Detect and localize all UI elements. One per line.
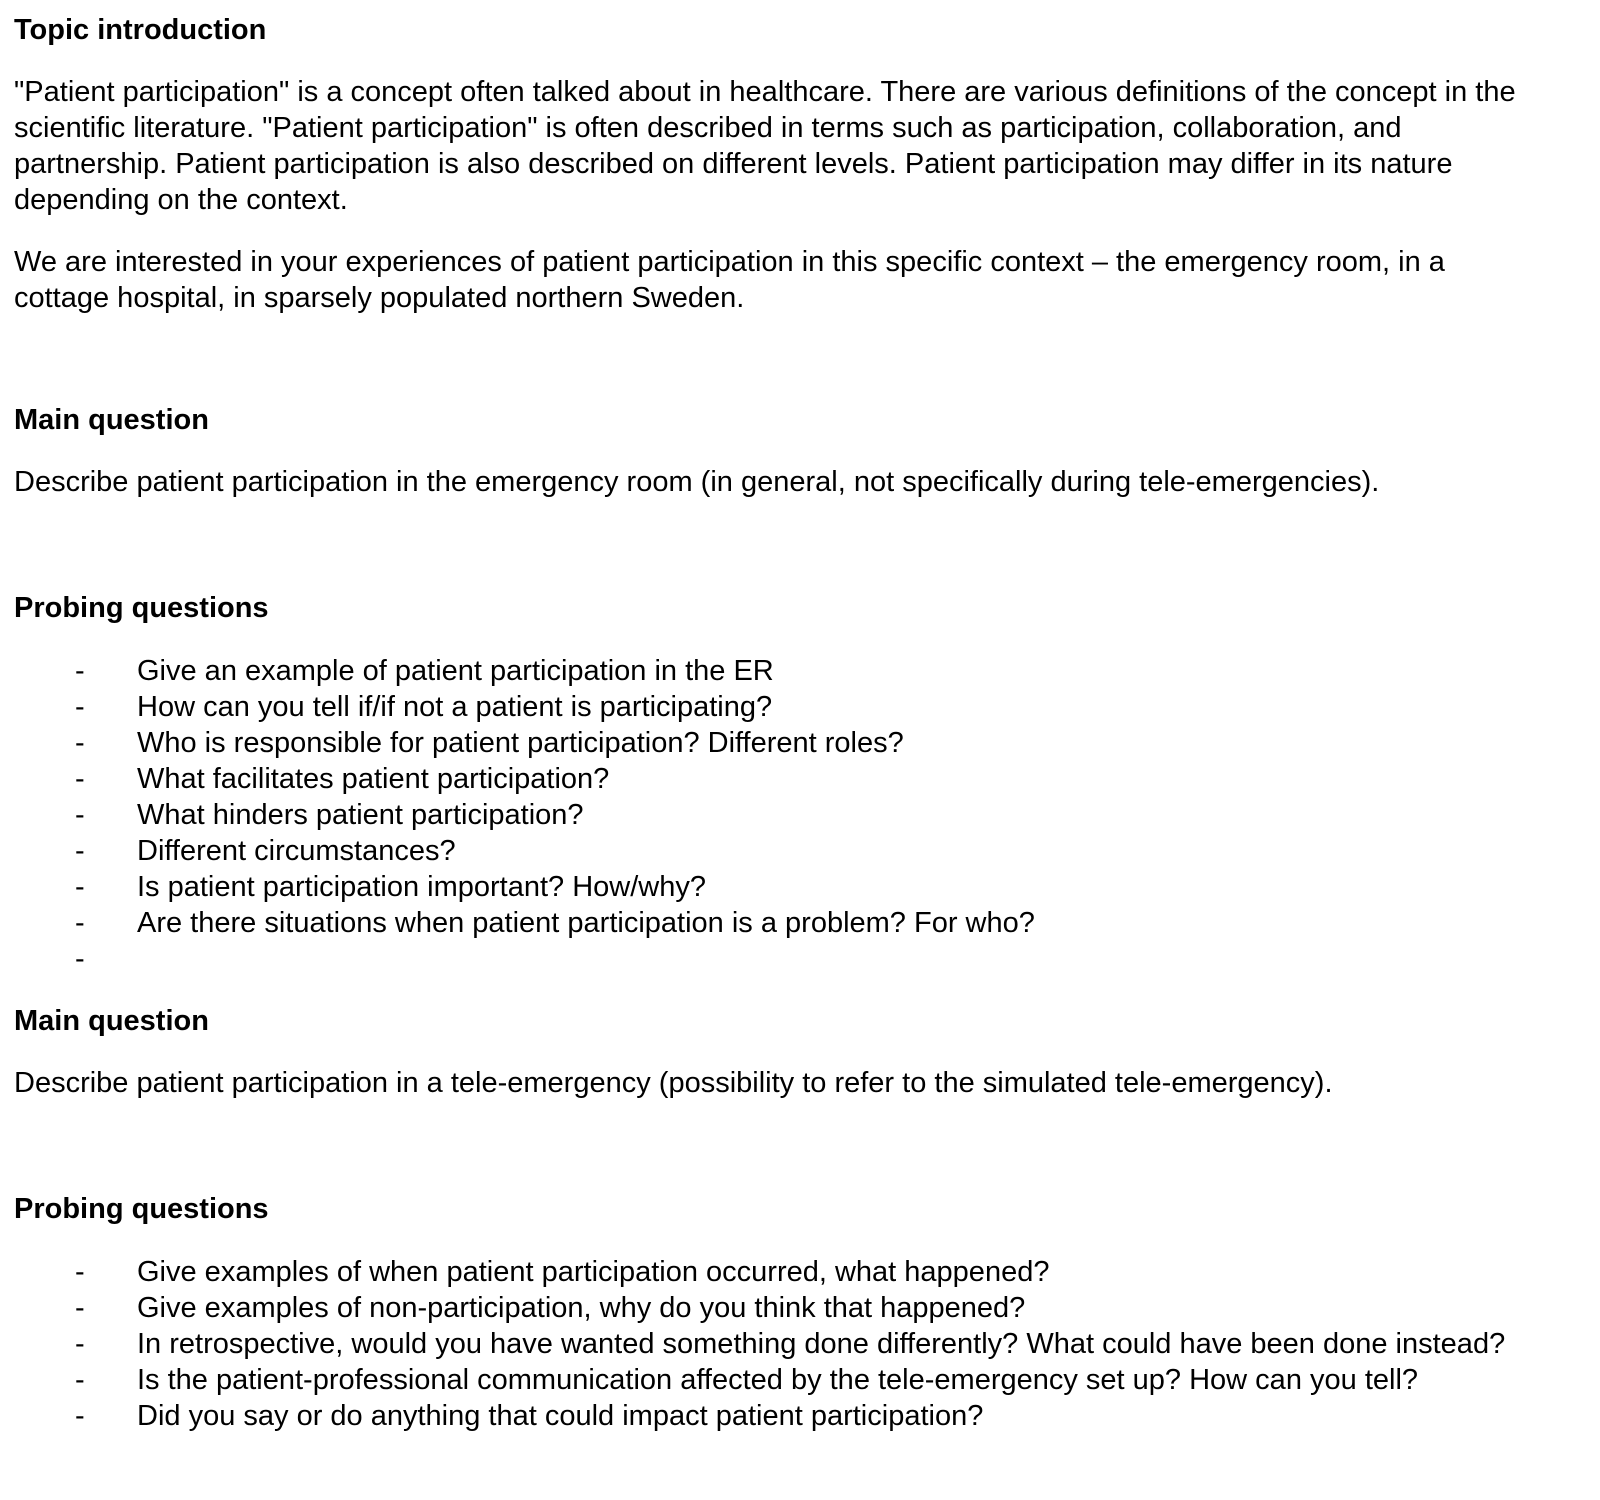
list-item (14, 797, 1548, 833)
section-heading-probing-questions-1: Probing questions (14, 592, 269, 624)
dash-bullet: - (75, 655, 85, 687)
section-heading-main-question-2: Main question (14, 1005, 209, 1037)
list-item (14, 689, 1548, 725)
list-item (14, 725, 1548, 761)
dash-bullet: - (75, 763, 85, 795)
section-heading-probing-questions-2: Probing questions (14, 1193, 269, 1225)
list-item-text: What facilitates patient participation? (137, 763, 610, 795)
dash-bullet: - (75, 1292, 85, 1324)
dash-bullet: - (75, 1400, 85, 1432)
main-question-1-text: Describe patient participation in the emergency room (in general, not specifically during tele-emergencies). (14, 466, 1380, 498)
list-item-text: Give an example of patient participation in the ER (137, 655, 774, 687)
dash-bullet: - (75, 871, 85, 903)
list-item-text (137, 941, 1548, 977)
dash-bullet: - (75, 1328, 85, 1360)
dash-bullet: - (75, 1364, 85, 1396)
list-item (14, 905, 1548, 941)
dash-bullet: - (75, 799, 85, 831)
dash-bullet: - (75, 727, 85, 759)
list-item-text: In retrospective, would you have wanted something done differently? What could have been done instead? (137, 1328, 1506, 1360)
dash-bullet: - (75, 691, 85, 723)
list-item (14, 1290, 1548, 1326)
list-item-text: Is the patient-professional communication affected by the tele-emergency set up? How can you tell? (137, 1364, 1419, 1396)
list-item (14, 869, 1548, 905)
list-item-text: Different circumstances? (137, 835, 456, 867)
probing-questions-list-1 (14, 653, 1548, 977)
main-question-2-text: Describe patient participation in a tele-emergency (possibility to refer to the simulated tele-emergency). (14, 1067, 1333, 1099)
section-heading-main-question-1: Main question (14, 404, 209, 436)
list-item (14, 1398, 1548, 1434)
dash-bullet: - (75, 943, 85, 975)
list-item-text: Did you say or do anything that could impact patient participation? (137, 1400, 984, 1432)
list-item (14, 1254, 1548, 1290)
topic-introduction-paragraph-1: "Patient participation" is a concept often talked about in healthcare. There are various definitions of the concept in the scientific literature. "Patient participation" is often described in terms such as participation, collaboration, and partnership. Patient participation is also described on different levels. Patient participation may differ in its nature depending on the context. (14, 76, 1516, 216)
list-item-text: Is patient participation important? How/why? (137, 871, 707, 903)
list-item-text: Are there situations when patient participation is a problem? For who? (137, 907, 1035, 939)
list-item (14, 653, 1548, 689)
list-item (14, 1326, 1548, 1362)
list-item-empty (14, 941, 1548, 977)
list-item-text: Who is responsible for patient participation? Different roles? (137, 727, 904, 759)
dash-bullet: - (75, 835, 85, 867)
dash-bullet: - (75, 907, 85, 939)
list-item-text: Give examples of when patient participation occurred, what happened? (137, 1256, 1050, 1288)
topic-introduction-paragraph-2: We are interested in your experiences of patient participation in this specific context – the emergency room, in a cottage hospital, in sparsely populated northern Sweden. (14, 246, 1445, 314)
list-item-text: How can you tell if/if not a patient is participating? (137, 691, 773, 723)
list-item-text: Give examples of non-participation, why do you think that happened? (137, 1292, 1026, 1324)
dash-bullet: - (75, 1256, 85, 1288)
list-item (14, 1362, 1548, 1398)
section-heading-topic-introduction: Topic introduction (14, 14, 267, 46)
list-item (14, 833, 1548, 869)
list-item (14, 761, 1548, 797)
probing-questions-list-2 (14, 1254, 1548, 1434)
list-item-text: What hinders patient participation? (137, 799, 584, 831)
